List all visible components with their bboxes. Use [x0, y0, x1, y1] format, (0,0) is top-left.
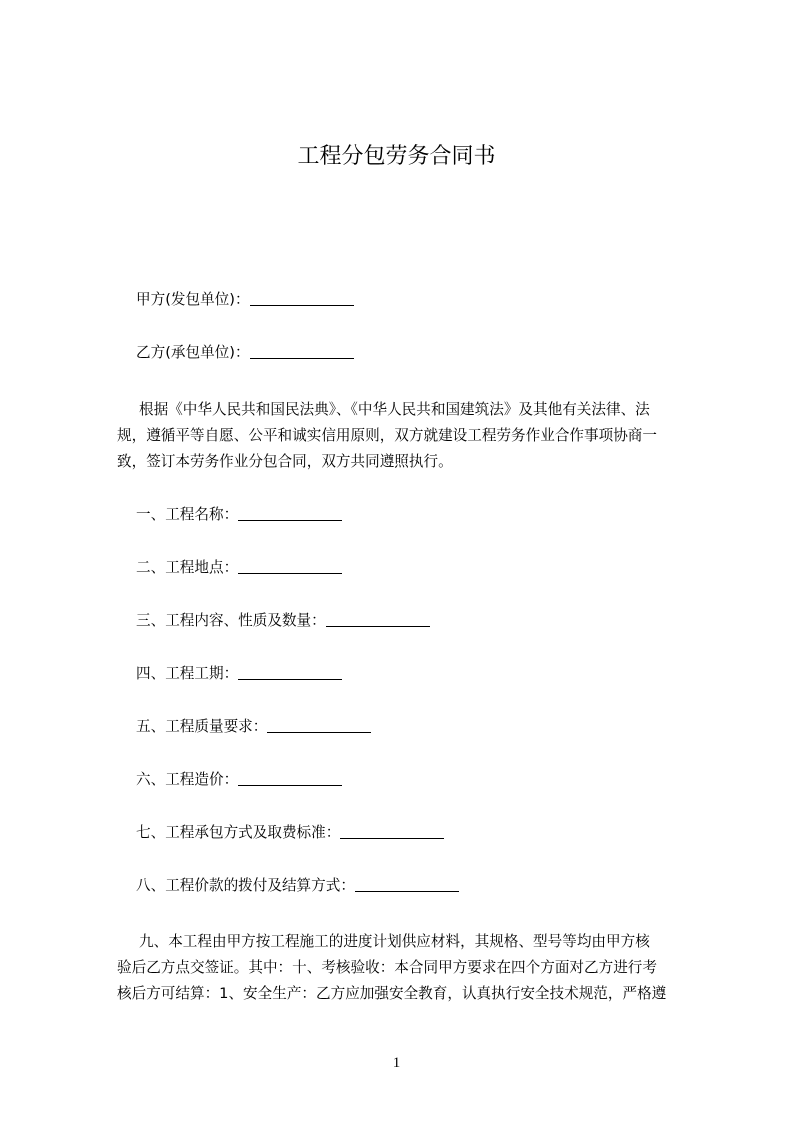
item-label: 四、工程工期：	[136, 665, 239, 682]
item-line	[136, 823, 444, 843]
item-label: 七、工程承包方式及取费标准：	[136, 824, 341, 841]
item-line	[136, 664, 342, 684]
item-label: 二、工程地点：	[136, 559, 239, 576]
item-line	[136, 770, 342, 790]
clause9-line: 九、本工程由甲方按工程施工的进度计划供应材料，其规格、型号等均由甲方核	[139, 933, 650, 950]
blank-field	[250, 344, 354, 359]
blank-field	[326, 612, 430, 627]
intro-line: 根据《中华人民共和国民法典》、《中华人民共和国建筑法》及其他有关法律、法	[139, 401, 650, 418]
party-b-line	[136, 343, 354, 363]
blank-field	[238, 506, 342, 521]
item-label: 一、工程名称：	[136, 506, 239, 523]
blank-field	[250, 291, 354, 306]
intro-line: 致，签订本劳务作业分包合同，双方共同遵照执行。	[117, 453, 453, 470]
document-title: 工程分包劳务合同书	[297, 144, 496, 169]
party-a-label: 甲方(发包单位)：	[136, 291, 250, 308]
item-line	[136, 717, 371, 737]
item-label: 五、工程质量要求：	[136, 718, 268, 735]
blank-field	[238, 665, 342, 680]
blank-field	[238, 771, 342, 786]
item-line	[136, 505, 342, 525]
item-label: 三、工程内容、性质及数量：	[136, 612, 326, 629]
party-a-line	[136, 290, 354, 310]
item-label: 六、工程造价：	[136, 771, 239, 788]
item-label: 八、工程价款的拨付及结算方式：	[136, 877, 355, 894]
item-line	[136, 558, 342, 578]
blank-field	[340, 824, 444, 839]
item-line	[136, 611, 430, 631]
page-number: 1	[392, 1055, 401, 1071]
intro-line: 规，遵循平等自愿、公平和诚实信用原则，双方就建设工程劳务作业合作事项协商一	[117, 427, 657, 444]
clause9-line: 验后乙方点交签证。其中：十、考核验收：本合同甲方要求在四个方面对乙方进行考	[117, 959, 657, 976]
party-b-label: 乙方(承包单位)：	[136, 344, 250, 361]
item-line	[136, 876, 459, 896]
clause9-line: 核后方可结算：1、安全生产：乙方应加强安全教育，认真执行安全技术规范，严格遵	[117, 985, 667, 1002]
blank-field	[238, 559, 342, 574]
blank-field	[267, 718, 371, 733]
blank-field	[355, 877, 459, 892]
